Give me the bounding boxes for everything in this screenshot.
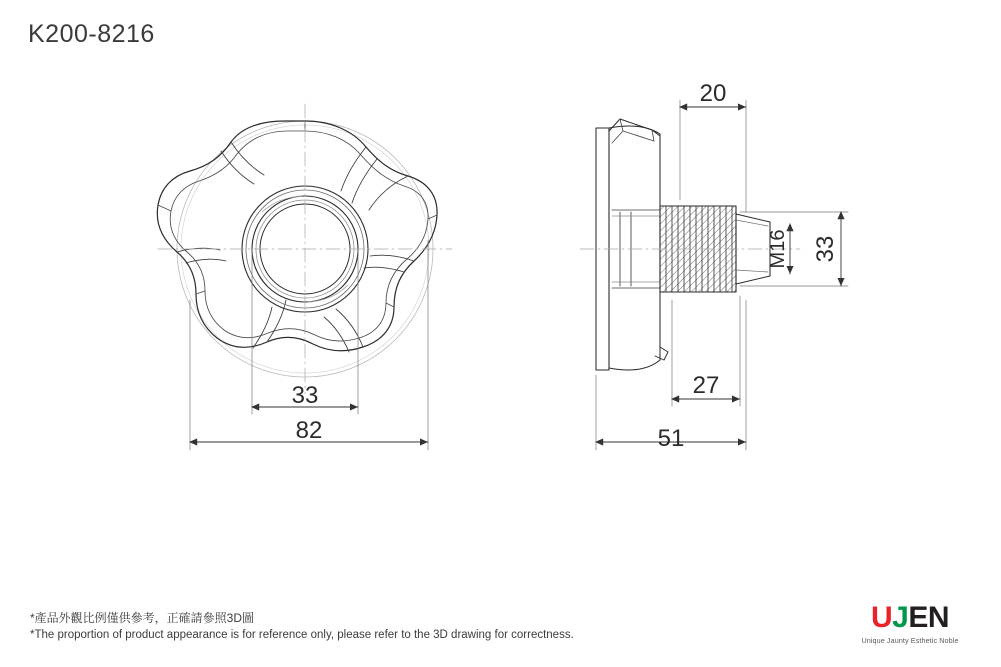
logo-letter-u: U [870, 601, 893, 634]
dim-side-20 [680, 100, 746, 212]
logo-wordmark [845, 603, 975, 633]
footnote-zh: *產品外觀比例僅供參考，正確請參照3D圖 [30, 610, 255, 625]
dim-label-side-51: 51 [657, 425, 685, 452]
page-title: K200-8216 [28, 20, 155, 48]
dim-label-front-33: 33 [291, 382, 319, 409]
brand-logo [845, 603, 975, 645]
logo-tagline: Unique Jaunty Esthetic Noble [861, 636, 959, 645]
logo-letter-e: E [908, 601, 928, 634]
dim-label-side-27: 27 [692, 372, 720, 399]
logo-letter-j: J [892, 601, 909, 634]
dim-label-side-20: 20 [699, 80, 727, 107]
dim-label-side-33: 33 [812, 235, 839, 263]
dim-label-front-82: 82 [295, 417, 323, 444]
logo-letter-n: N [927, 601, 950, 634]
footnotes [30, 609, 574, 645]
footnote-en: *The proportion of product appearance is for reference only, please refer to the 3D drawing for correctness. [30, 629, 574, 642]
dim-label-side-m16: M16 [767, 229, 789, 269]
